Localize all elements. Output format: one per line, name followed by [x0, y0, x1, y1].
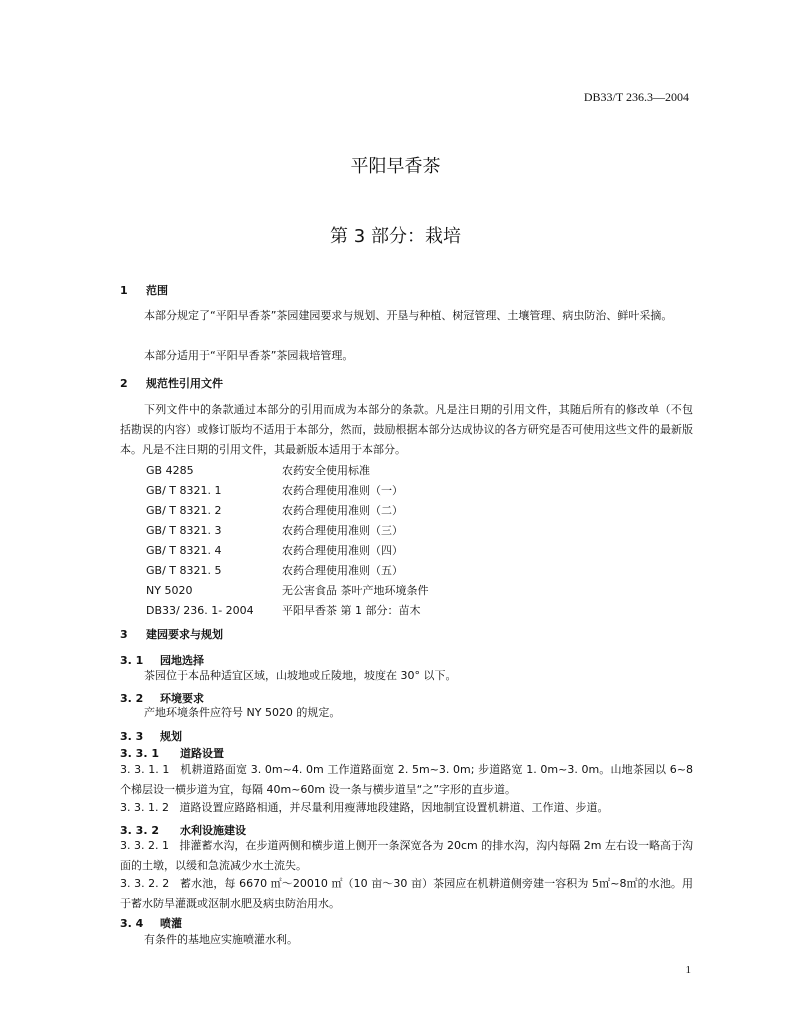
- subsection-3-3-1-heading: 3. 3. 1 道路设置: [120, 747, 224, 760]
- reference-name: 农药合理使用准则（三）: [282, 524, 403, 537]
- reference-code: GB/ T 8321. 5: [146, 564, 222, 577]
- section-number: 3: [120, 628, 128, 641]
- reference-name: 无公害食品 茶叶产地环境条件: [282, 584, 429, 597]
- main-title: 平阳早香茶: [350, 156, 441, 177]
- subsection-3-2-heading: 3. 2 环境要求: [120, 692, 204, 705]
- clause-number: 3. 3. 1. 1: [120, 763, 170, 776]
- reference-code: GB 4285: [146, 464, 194, 477]
- subsection-3-3-2-heading: 3. 3. 2 水利设施建设: [120, 824, 246, 837]
- reference-row: [146, 602, 421, 618]
- reference-code: GB/ T 8321. 3: [146, 524, 222, 537]
- section-3-heading: [120, 626, 223, 642]
- reference-row: [146, 482, 403, 498]
- scope-paragraph: 本部分规定了“平阳早香茶”茶园建园要求与规划、开垦与种植、树冠管理、土壤管理、病虫防治、鲜叶采摘。: [144, 309, 673, 322]
- clause-3-3-1-1: [120, 760, 693, 800]
- environment-paragraph: 产地环境条件应符号 NY 5020 的规定。: [144, 706, 341, 719]
- section-1-heading: [120, 282, 168, 298]
- site-selection-paragraph: 茶园位于本品种适宜区域，山坡地或丘陵地，坡度在 30° 以下。: [144, 669, 457, 682]
- section-title: 建园要求与规划: [146, 628, 223, 641]
- section-title: 范围: [146, 284, 168, 297]
- clause-3-3-2-1: [120, 836, 693, 876]
- clause-text: 排灌蓄水沟，在步道两侧和横步道上侧开一条深宽各为 20cm 的排水沟，沟内每隔 2m 左右设一略高于沟面的土墩，以缓和急流减少水土流失。: [120, 839, 693, 872]
- reference-code: GB/ T 8321. 1: [146, 484, 222, 497]
- clause-number: 3. 3. 2. 2: [120, 877, 170, 890]
- subsection-3-3-heading: 3. 3 规划: [120, 730, 182, 743]
- reference-code: NY 5020: [146, 584, 193, 597]
- reference-code: DB33/ 236. 1- 2004: [146, 604, 254, 617]
- reference-row: [146, 502, 403, 518]
- subsection-3-4-heading: 3. 4 喷灌: [120, 917, 182, 930]
- normative-refs-paragraph: 下列文件中的条款通过本部分的引用而成为本部分的条款。凡是注日期的引用文件，其随后所有的修改单（不包括勘误的内容）或修订版均不适用于本部分，然而，鼓励根据本部分达成协议的各方研究是否可使用这些文件的最新版本。凡是不注日期的引用文件，其最新版本适用于本部分。: [120, 403, 693, 456]
- section-number: 1: [120, 284, 128, 297]
- page-number: 1: [685, 964, 691, 976]
- section-title: 规范性引用文件: [146, 377, 223, 390]
- irrigation-paragraph: 有条件的基地应实施喷灌水利。: [144, 933, 298, 946]
- reference-row: [146, 462, 370, 478]
- reference-name: 农药合理使用准则（四）: [282, 544, 403, 557]
- reference-name: 平阳早香茶 第 1 部分：苗木: [282, 604, 421, 617]
- clause-number: 3. 3. 1. 2: [120, 801, 169, 814]
- reference-name: 农药安全使用标准: [282, 464, 370, 477]
- clause-number: 3. 3. 2. 1: [120, 839, 169, 852]
- clause-text: 蓄水池，每 6670 ㎡～20010 ㎡（10 亩～30 亩）茶园应在机耕道侧旁建一容积为 5㎡~8㎡的水池。用于蓄水防旱灌溉或沤制水肥及病虫防治用水。: [120, 877, 694, 910]
- clause-3-3-2-2: [120, 874, 693, 914]
- reference-code: GB/ T 8321. 4: [146, 544, 222, 557]
- reference-name: 农药合理使用准则（五）: [282, 564, 403, 577]
- reference-row: [146, 582, 429, 598]
- scope-applicability: 本部分适用于“平阳早香茶”茶园栽培管理。: [144, 349, 354, 362]
- clause-text: 机耕道路面宽 3. 0m~4. 0m 工作道路面宽 2. 5m~3. 0m; 步道路宽 1. 0m~3. 0m。山地茶园以 6~8 个梯层设一横步道为宜，每隔 40m~60m 设一条与横步道呈“之”字形的直步道。: [120, 763, 693, 796]
- section-2-heading: [120, 375, 223, 391]
- reference-row: [146, 542, 403, 558]
- clause-text: 道路设置应路路相通，并尽量利用瘦薄地段建路，因地制宜设置机耕道、工作道、步道。: [179, 801, 609, 814]
- subsection-3-1-heading: 3. 1 园地选择: [120, 654, 204, 667]
- clause-3-3-1-2: [120, 798, 693, 818]
- reference-name: 农药合理使用准则（二）: [282, 504, 403, 517]
- reference-row: [146, 562, 403, 578]
- standard-code: DB33/T 236.3—2004: [583, 90, 689, 104]
- reference-row: [146, 522, 403, 538]
- part-title: 第 3 部分：栽培: [330, 226, 461, 247]
- reference-name: 农药合理使用准则（一）: [282, 484, 403, 497]
- section-number: 2: [120, 377, 128, 390]
- reference-code: GB/ T 8321. 2: [146, 504, 222, 517]
